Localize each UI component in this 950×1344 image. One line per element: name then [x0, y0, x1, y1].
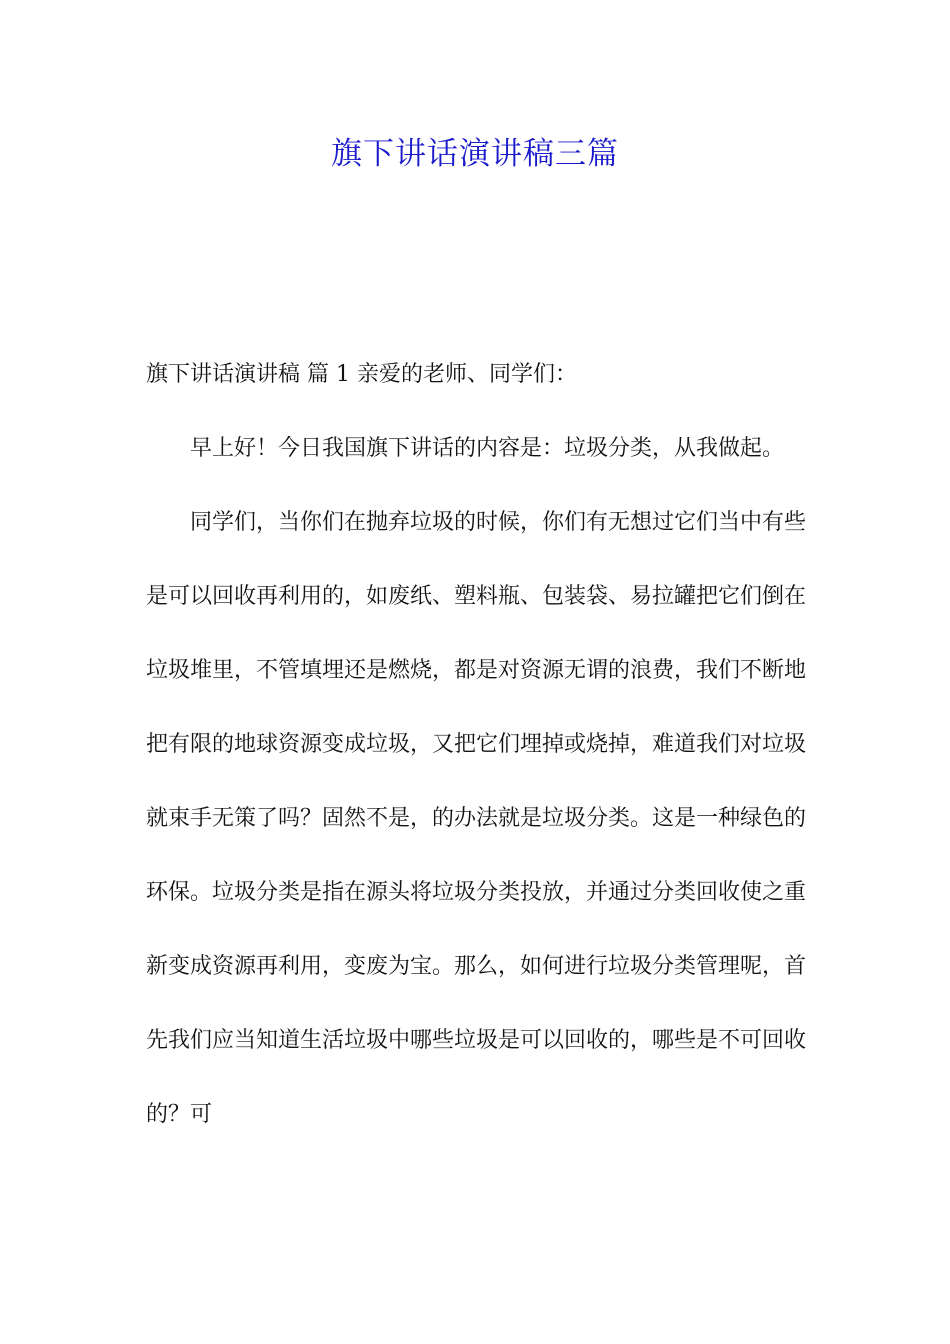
document-body: [146, 338, 806, 1152]
paragraph-main: 同学们，当你们在抛弃垃圾的时候，你们有无想过它们当中有些是可以回收再利用的，如废纸、塑料瓶、包装袋、易拉罐把它们倒在垃圾堆里，不管填埋还是燃烧，都是对资源无谓的浪费，我们不断地把有限的地球资源变成垃圾，又把它们埋掉或烧掉，难道我们对垃圾就束手无策了吗？固然不是，的办法就是垃圾分类。这是一种绿色的环保。垃圾分类是指在源头将垃圾分类投放，并通过分类回收使之重新变成资源再利用，变废为宝。那么，如何进行垃圾分类管理呢，首先我们应当知道生活垃圾中哪些垃圾是可以回收的，哪些是不可回收的？可: [146, 510, 807, 1127]
document-title: 旗下讲话演讲稿三篇: [331, 136, 619, 172]
paragraph-greeting: 旗下讲话演讲稿 篇 1 亲爱的老师、同学们：: [146, 362, 577, 387]
paragraph-opening: 早上好！今日我国旗下讲话的内容是：垃圾分类，从我做起。: [190, 436, 785, 461]
